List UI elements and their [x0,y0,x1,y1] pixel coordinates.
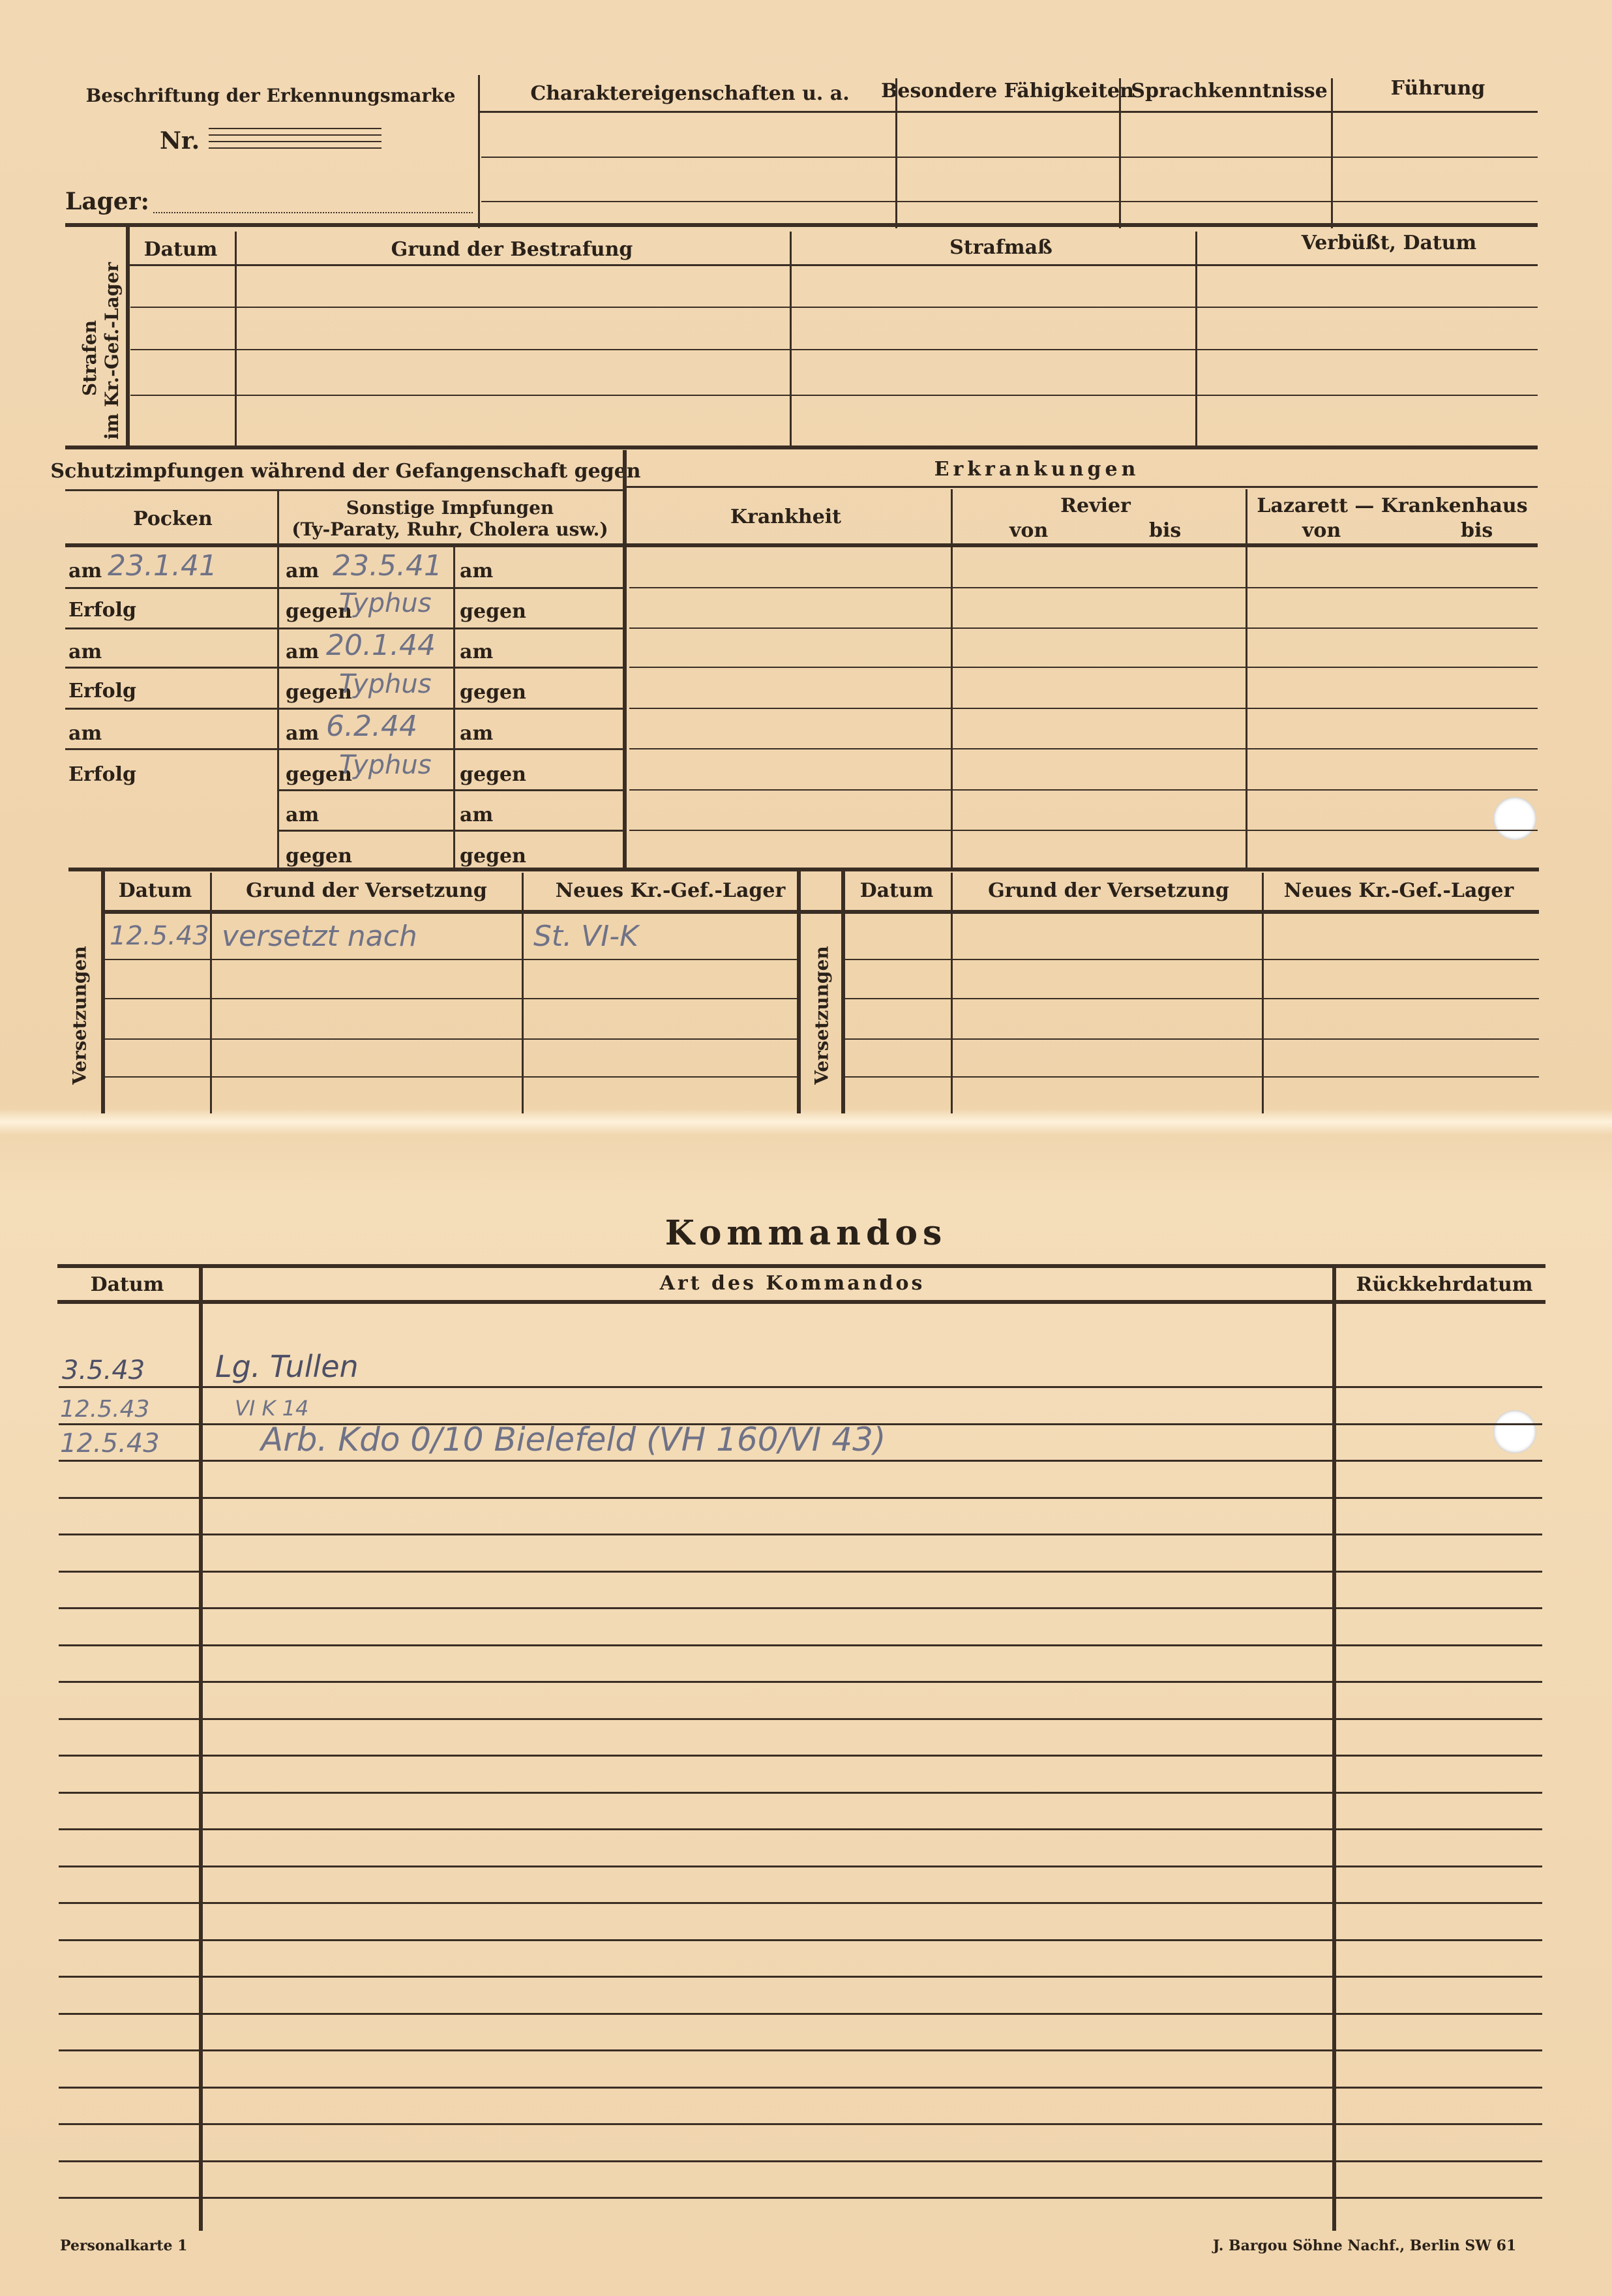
sonstige-am-3a: am [286,722,320,745]
ruled-line [59,1939,1542,1941]
footer-right: J. Bargou Söhne Nachf., Berlin SW 61 [1213,2237,1517,2254]
kommandos-rueckkehr-label: Rückkehrdatum [1356,1273,1533,1296]
revier-bis: bis [1149,519,1182,542]
ruled-line [59,1828,1542,1830]
sonstige-gegen-3a: gegen [286,763,352,786]
ruled-line [59,1607,1542,1609]
sonstige-am-1a: am [286,560,320,582]
ruled-line [59,1976,1542,1978]
sonstige-gegen-1b: gegen [460,600,526,623]
ruled-line [59,1571,1542,1573]
lazarett-label: Lazarett — Krankenhaus [1257,494,1528,517]
sonstige-gegen-2b: gegen [460,681,526,704]
pocken-erfolg-1: Erfolg [68,599,136,622]
sonstige-date-2: 20.1.44 [326,629,436,662]
sonstige-am-4b: am [460,804,494,826]
impfungen-title: Schutzimpfungen während der Gefangenschaft gegen [50,460,641,483]
ruled-line [59,1792,1542,1794]
ruled-line [59,1902,1542,1904]
kommando-3-art: Arb. Kdo 0/10 Bielefeld (VH 160/VI 43) [261,1421,886,1458]
revier-label: Revier [1060,494,1131,517]
punch-hole [1493,1410,1536,1453]
ruled-line [59,2160,1542,2162]
charakter-label: Charaktereigenschaften u. a. [530,82,850,105]
sonstige-gegen-value-2: Typhus [339,669,432,699]
sonstige-gegen-1a: gegen [286,600,352,623]
krankheit-label: Krankheit [730,506,842,528]
ruled-line [59,1681,1542,1683]
sonstige-gegen-value-1: Typhus [339,588,432,618]
pocken-am-1: am [68,560,102,582]
pocken-erfolg-3: Erfolg [68,763,136,786]
ruled-line [59,2087,1542,2089]
sonstige-am-2b: am [460,641,494,663]
pocken-am-3: am [68,722,102,745]
ruled-line [59,2197,1542,2199]
pocken-label: Pocken [133,507,213,530]
paper-fold [0,1109,1612,1135]
ruled-line [59,1386,1542,1388]
faehigkeiten-label: Besondere Fähigkeiten [881,80,1134,102]
vers-lager-label-right: Neues Kr.-Gef.-Lager [1283,879,1514,902]
erkennungsmarke-label: Beschriftung der Erkennungsmarke [85,85,456,106]
sprachkenntnisse-label: Sprachkenntnisse [1131,80,1328,102]
ruled-line [59,1497,1542,1499]
sonstige-gegen-value-3: Typhus [339,750,432,780]
footer-left: Personalkarte 1 [60,2237,188,2254]
kommando-1-art: Lg. Tullen [215,1349,359,1384]
ruled-line [59,2049,1542,2051]
ruled-line [59,1533,1542,1535]
vers-datum-label-left: Datum [118,879,192,902]
sonstige-am-4a: am [286,804,320,826]
sonstige-am-1b: am [460,560,494,582]
ruled-line [59,2013,1542,2015]
sonstige-label: Sonstige Impfungen (Ty-Paraty, Ruhr, Cholera usw.) [291,497,608,540]
versetzungen-side-label-right: Versetzungen [811,946,833,1085]
sonstige-gegen-2a: gegen [286,681,352,704]
verbuesst-label: Verbüßt, Datum [1301,232,1477,254]
kommando-3-datum: 12.5.43 [60,1428,160,1458]
ruled-line [59,1423,1542,1425]
pocken-erfolg-2: Erfolg [68,680,136,702]
vers-entry-grund: versetzt nach [222,920,417,953]
ruled-line [59,1865,1542,1867]
vers-datum-label-right: Datum [859,879,934,902]
kommando-2-datum: 12.5.43 [60,1396,150,1423]
fuehrung-label: Führung [1390,77,1485,100]
strafen-side-label: Strafen im Kr.-Gef.-Lager [79,262,123,440]
erkrankungen-title: Erkrankungen [934,458,1140,481]
nr-label: Nr. [160,127,200,155]
lazarett-bis: bis [1461,519,1493,542]
ruled-line [59,1460,1542,1462]
kommandos-title: Kommandos [664,1213,948,1253]
punch-hole [1493,797,1536,840]
sonstige-gegen-4a: gegen [286,845,352,868]
sonstige-date-3: 6.2.44 [326,710,417,743]
pocken-am-2: am [68,641,102,663]
kommando-1-datum: 3.5.43 [62,1355,145,1385]
vers-grund-label-right: Grund der Versetzung [988,879,1229,902]
lazarett-von: von [1302,519,1341,542]
vers-lager-label-left: Neues Kr.-Gef.-Lager [555,879,786,902]
sonstige-date-1: 23.5.41 [333,549,442,582]
kommandos-art-label: Art des Kommandos [659,1272,925,1295]
vers-grund-label-left: Grund der Versetzung [246,879,487,902]
vers-entry-lager: St. VI-K [533,920,638,953]
ruled-line [59,1755,1542,1757]
ruled-line [59,1644,1542,1646]
ruled-line [59,1718,1542,1720]
strafmass-label: Strafmaß [949,236,1052,259]
lager-label: Lager: [65,188,149,215]
revier-von: von [1009,519,1049,542]
ruled-line [59,2123,1542,2125]
vers-entry-datum: 12.5.43 [110,921,209,951]
kommando-2-art: VI K 14 [235,1396,309,1421]
versetzungen-side-label-left: Versetzungen [68,946,91,1085]
pocken-date-1: 23.1.41 [108,549,217,582]
sonstige-gegen-4b: gegen [460,845,526,868]
strafen-grund-label: Grund der Bestrafung [391,238,633,261]
kommandos-datum-label: Datum [90,1273,164,1296]
sonstige-am-2a: am [286,641,320,663]
strafen-datum-label: Datum [143,238,218,261]
sonstige-gegen-3b: gegen [460,763,526,786]
sonstige-am-3b: am [460,722,494,745]
